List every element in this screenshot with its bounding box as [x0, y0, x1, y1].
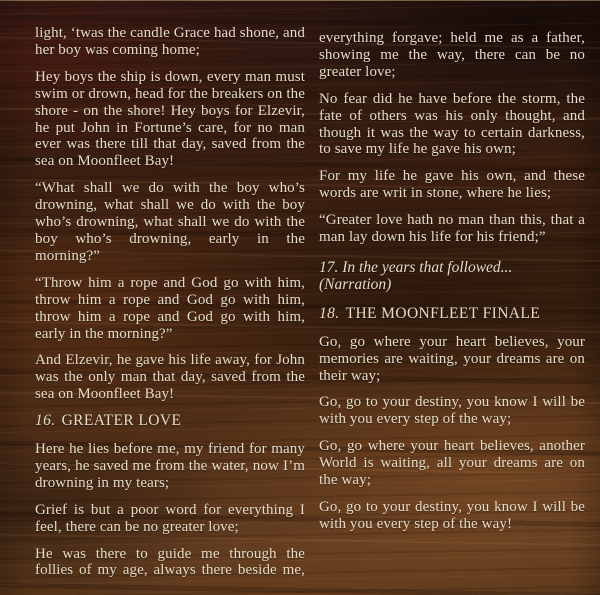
lyrics-column-left — [35, 25, 305, 595]
track-heading-18 — [319, 306, 585, 323]
track-number: 16. — [35, 412, 56, 430]
lyric-paragraph: Go, go where your heart believes, your memories are waiting, your dreams are on their way; — [319, 333, 585, 384]
lyric-paragraph: Hey boys the ship is down, every man must swim or drown, head for the breakers on the shore - on the shore! Hey boys for Elzevir, he put John in Fortune’s care, for no man ever was there till that day, saved from the sea on Moonfleet Bay! — [35, 68, 305, 170]
lyric-paragraph: “Greater love hath no man than this, that a man lay down his life for his friend;” — [319, 212, 585, 246]
lyric-paragraph: everything forgave; held me as a father, showing me the way, there can be no greater love; — [319, 30, 585, 80]
lyric-paragraph: Go, go to your destiny, you know I will be with you every step of the way! — [319, 498, 585, 532]
lyric-paragraph: Go, go where your heart believes, another World is waiting, all your dreams are on the way; — [319, 438, 585, 489]
track-heading-16 — [35, 413, 305, 430]
lyric-paragraph: Here he lies before me, my friend for many years, he saved me from the water, now I’m drowning in my tears; — [35, 441, 305, 491]
track-title: GREATER LOVE — [61, 412, 182, 430]
track-title: THE MOONFLEET FINALE — [345, 304, 541, 322]
lyric-paragraph: He was there to guide me through the follies of my age, always there beside me, — [35, 545, 305, 579]
lyric-paragraph: For my life he gave his own, and these words are writ in stone, where he lies; — [319, 168, 585, 202]
track-number: 18. — [319, 304, 340, 322]
lyrics-column-right — [319, 25, 585, 595]
lyric-paragraph: Grief is but a poor word for everything I feel, there can be no greater love; — [35, 501, 305, 535]
narration-heading-line: 17. In the years that followed... — [319, 258, 513, 276]
lyric-paragraph: Go, go to your destiny, you know I will be with you every step of the way; — [319, 394, 585, 428]
lyric-paragraph: No fear did he have before the storm, the fate of others was his only thought, and though it was the way to certain darkness, to save my life he gave his own; — [319, 90, 585, 158]
lyric-paragraph: And Elzevir, he gave his life away, for John was the only man that day, saved from the sea on Moonfleet Bay! — [35, 352, 305, 403]
lyric-paragraph: “What shall we do with the boy who’s drowning, what shall we do with the boy who’s drowning, what shall we do with the boy who’s drowning, early in the morning?” — [35, 180, 305, 264]
lyric-paragraph: “Throw him a rope and God go with him, throw him a rope and God go with him, throw him a rope and God go with him, early in the morning?” — [35, 274, 305, 342]
lyric-paragraph: light, ‘twas the candle Grace had shone, and her boy was coming home; — [35, 25, 305, 58]
track-heading-17-narration — [319, 260, 585, 294]
narration-heading-line: (Narration) — [319, 275, 392, 293]
